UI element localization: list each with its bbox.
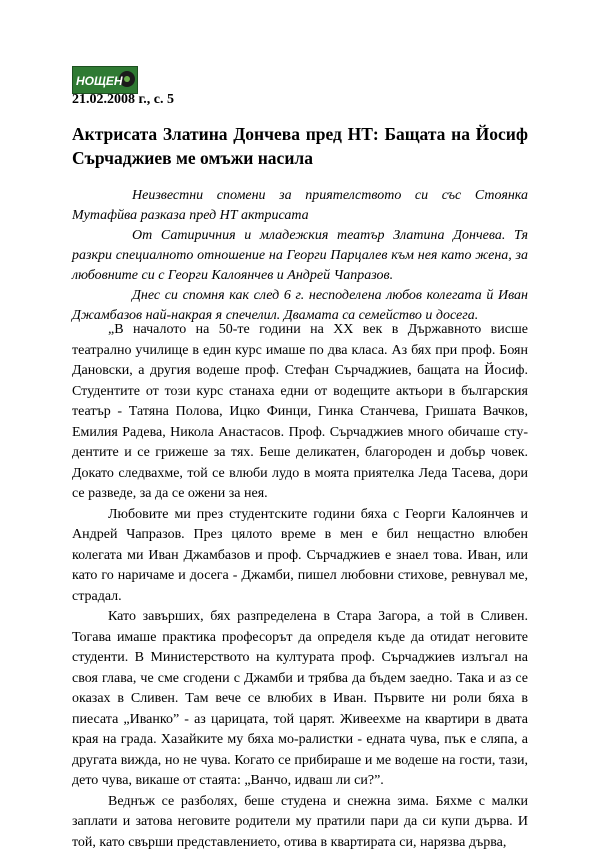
lead-paragraph: Неизвестни спомени за приятелството си със Стоянка Мутафйва разказа пред НТ актрисата xyxy=(72,186,528,226)
body-paragraph: Любовите ми през студентските години бяха с Георги Калоянчев и Андрей Чапразов. През цялото време в мен е бил нещастно влюбен колегата ми Иван Джамбазов и проф. Сърчаджиев е знаел това. Иван, или като го наричаме и досега - Джамби, пишел любовни стихове, ревнувал ме, страдал. xyxy=(72,505,528,608)
body-paragraph: Като завърших, бях разпределена в Стара Загора, а той в Сливен. Тогава имаше практика професорът да определя къде да отидат неговите студенти. В Министерството на културата проф. Сърчаджиев излъгал на своя глава, че сме сгодени с Джамби и трябва да бъдем заедно. Така и аз се оказах в Сливен. Там вече се влюбих в Иван. Първите ни роли бяха в пиесата „Иванко” - аз царицата, той царят. Живеехме на квартири в двата края на града. Хазайките му бяха мо-ралистки - едната чува, пък е сляпа, а другата вижда, но не чува. Когато се прибираше и ме водеше на гости, тази, дето чува, викаше от стаята: „Ванчо, идваш ли си?”. xyxy=(72,607,528,792)
lead-paragraph: Днес си спомня как след 6 г. несподелена любов колегата й Иван Джамбазов най-накрая я спечелил. Двамата са семейство и досега. xyxy=(72,286,528,326)
article-body xyxy=(72,320,528,853)
body-paragraph: Веднъж се разболях, беше студена и снежна зима. Бяхме с малки заплати и затова неговите родители му пратили пари да си купи дърва. И той, като свърши представлението, отива в квартирата си, нарязва дърва, xyxy=(72,792,528,853)
article-headline: Актрисата Златина Дончева пред НТ: Бащата на Йосиф Сърчаджиев ме омъжи насила xyxy=(72,122,528,170)
logo-graphic xyxy=(73,67,137,93)
body-paragraph: „В началото на 50-те години на XX век в Държавното висше театрално училище в един курс имаше по два класа. Аз бях при проф. Боян Дановски, а другия водеше проф. Стефан Сърчаджиев, бащата на Йосиф. Студентите от този курс станаха едни от водещите актьори в българския театър - Татяна Полова, Ицко Финци, Гинка Станчева, Гришата Вачков, Емилия Радева, Никола Анастасов. Проф. Сърчаджиев много обичаше сту-дентите и се грижеше за тях. Беше деликатен, благороден и добър човек. Докато следвахме, той се влюби лудо в моята приятелка Леда Тасева, дори се разведе, за да се ожени за нея. xyxy=(72,320,528,505)
article-lead xyxy=(72,186,528,326)
date-line: 21.02.2008 г., с. 5 xyxy=(72,92,174,108)
newspaper-logo xyxy=(72,66,138,94)
logo-text: НОЩЕН xyxy=(76,74,123,88)
lead-paragraph: От Сатиричния и младежкия театър Златина Дончева. Тя разкри специалното отношение на Георги Парцалев към нея като жена, за любовните си с Георги Калоянчев и Андрей Чапразов. xyxy=(72,226,528,286)
